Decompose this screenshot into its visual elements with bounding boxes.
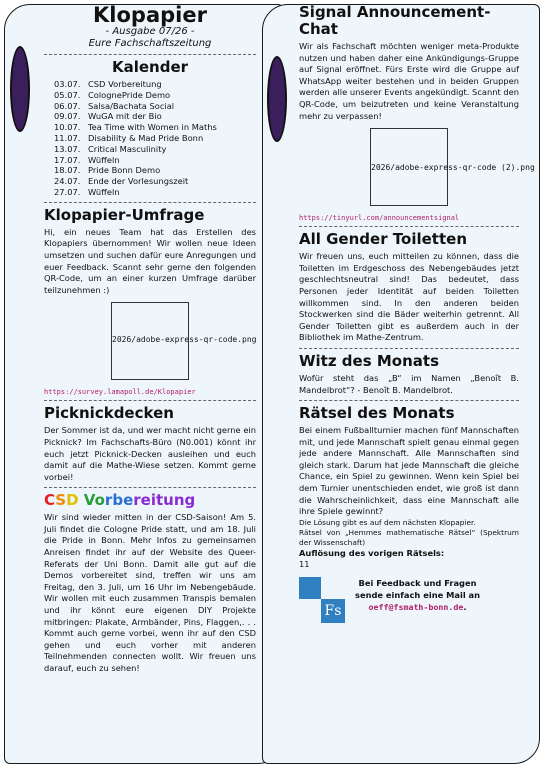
fachschaft-logo <box>299 577 345 623</box>
joke-heading: Witz des Monats <box>299 351 440 370</box>
csd-heading-letter: n <box>173 491 185 510</box>
calendar-row <box>54 90 256 101</box>
survey-qr-code[interactable] <box>111 302 257 380</box>
calendar-event: WuGA mit der Bio <box>88 111 162 122</box>
solution-label: Auflösung des vorigen Rätsels: <box>299 547 445 558</box>
divider <box>44 400 256 401</box>
calendar-row <box>54 187 256 198</box>
calendar-list <box>54 79 256 198</box>
calendar-event: Wüffeln <box>88 154 120 165</box>
newsletter-title: Klopapier <box>93 3 207 27</box>
roll-tube-icon <box>10 46 30 132</box>
calendar-date: 03.07. <box>54 79 81 89</box>
survey-heading: Klopapier-Umfrage <box>44 205 205 224</box>
solution-value: 11 <box>299 559 310 570</box>
riddle-text: Bei einem Fußballturnier machen fünf Mannschaften mit, und jede Mannschaft spielt genau einmal gegen jede andere Mannschaft. Alle Mannschaften sind gleich stark. Darum hat jede Mannschaft die gleiche Chance, ein Spiel zu gewinnen. Wenn kein Spiel bei dem Turnier unentschieden endet, wie groß ist dann die Wahrscheinlichkeit, dass eine Mannschaft alle ihre Spiele gewinnt? <box>299 425 519 517</box>
calendar-date: 06.07. <box>54 100 81 111</box>
divider <box>299 348 519 349</box>
calendar-row <box>54 111 256 122</box>
tagline: Eure Fachschaftszeitung <box>88 38 212 49</box>
csd-heading-letter: V <box>83 491 95 510</box>
toilets-text: Wir freuen uns, euch mitteilen zu können, dass die Toiletten im Erdgeschoss des Nebengebäudes jetzt geschlechtsneutral sind! Das bedeutet, dass Personen jeder Identität auf beiden Toiletten willkommen sind. In den anderen beiden Stockwerken sind die Bäder weiterhin getrennt. All Gender Toiletten gibt es außerdem auch in der Bibliothek im Mathe-Zentrum. <box>299 251 519 343</box>
csd-heading-letter: r <box>133 491 141 510</box>
calendar-date: 11.07. <box>54 132 81 143</box>
csd-heading-letter: S <box>55 491 67 510</box>
calendar-row <box>54 165 256 176</box>
contact-mail-line <box>355 601 480 613</box>
csd-heading-letter: b <box>112 491 124 510</box>
calendar-row <box>54 176 256 187</box>
divider <box>44 202 256 203</box>
survey-text: Hi, ein neues Team hat das Erstellen des Klopapiers übernommen! Wir wollen neue Ideen umsetzen und suchen dafür eure Anregungen und euer Feedback. Scannt sehr gerne den folgenden QR-Code, um an einer kurzen Umfrage darüber teilzunehmen :) <box>44 226 256 295</box>
csd-heading-letter: e <box>140 491 151 510</box>
divider <box>299 400 519 401</box>
riddle-note: Die Lösung gibt es auf dem nächsten Klopapier. <box>299 517 476 527</box>
issue-number: - Ausgabe 07/26 - <box>105 26 195 37</box>
calendar-heading: Kalender <box>111 58 189 76</box>
calendar-date: 10.07. <box>54 122 81 133</box>
riddle-source: Rätsel von „Hemmes mathematische Rätsel“ (Spektrum der Wissenschaft) <box>299 527 519 547</box>
csd-text: Wir sind wieder mitten in der CSD-Saison! Am 5. Juli findet die Cologne Pride statt, und am 18. Juli die Pride in Bonn. Mehr Infos zu gemeinsamen Anreisen findet ihr auf der Website des Queer-Referats der Uni Bonn. Damit alle gut auf die Demos vorbereitet sind, treffen wir uns am Freitag, den 3. Juli, um 16 Uhr im Nebengebäude. Wir wollen mit euch zusammen Transpis bemalen und ihr könnt eure eigenen DIY Projekte mitbringen: Plakate, Armbänder, Pins, Flaggen,. . . Kommt auch gerne vorbei, wenn ihr auf den CSD gehen und euch vorher mit anderen Teilnehmenden connecten wollt. Wir freuen uns darauf, euch zu sehen! <box>44 512 256 674</box>
signal-heading: Signal Announcement-Chat <box>299 3 491 38</box>
calendar-date: 05.07. <box>54 89 81 100</box>
calendar-row <box>54 155 256 166</box>
contact-footer <box>299 577 519 623</box>
roll-tube-icon <box>267 56 287 142</box>
calendar-row <box>54 101 256 112</box>
calendar-date: 09.07. <box>54 111 81 122</box>
calendar-row <box>54 144 256 155</box>
calendar-row <box>54 79 256 90</box>
signal-qr-code[interactable] <box>370 128 535 206</box>
csd-heading-letter: t <box>156 491 164 510</box>
calendar-event: Ende der Vorlesungszeit <box>88 176 189 187</box>
csd-heading-letter: o <box>94 491 105 510</box>
calendar-date: 24.07. <box>54 176 81 187</box>
csd-heading <box>44 492 256 509</box>
calendar-event: Wüffeln <box>88 186 120 197</box>
calendar-event: ColognePride Demo <box>88 89 171 100</box>
picnic-text: Der Sommer ist da, und wer macht nicht gerne ein Picknick? Im Fachschafts-Büro (N0.001) könnt ihr euch jetzt Picknick-Decken ausleihen und euch damit auf die Mathe-Wiese setzen. Kommt gerne vorbei! <box>44 425 256 482</box>
signal-link[interactable]: https://tinyurl.com/announcementsignal <box>299 214 460 223</box>
calendar-date: 13.07. <box>54 143 81 154</box>
csd-heading-letter: u <box>163 491 174 510</box>
csd-heading-letter: r <box>104 491 113 510</box>
calendar-date: 27.07. <box>54 186 81 197</box>
joke-text: Wofür steht das „B“ im Namen „Benoît B. Mandelbrot“? - Benoît B. Mandelbrot. <box>299 372 519 395</box>
calendar-row <box>54 133 256 144</box>
signal-qr-label: 2026/adobe-express-qr-code (2).png <box>371 163 535 173</box>
divider <box>44 487 256 488</box>
csd-heading-letter: D <box>66 491 79 510</box>
calendar-event: Tea Time with Women in Maths <box>88 122 217 133</box>
csd-heading-letter: g <box>184 491 196 510</box>
right-column <box>299 3 535 623</box>
contact-line1: Bei Feedback und Fragen <box>358 578 477 589</box>
picnic-heading: Picknickdecken <box>44 404 174 423</box>
calendar-date: 18.07. <box>54 165 81 176</box>
calendar-event: Salsa/Bachata Social <box>88 100 175 111</box>
divider <box>299 226 519 227</box>
divider <box>44 54 256 55</box>
csd-heading-letter: i <box>150 491 156 510</box>
toilets-heading: All Gender Toiletten <box>299 230 468 249</box>
left-column <box>44 4 256 675</box>
contact-line2: sende einfach eine Mail an <box>355 590 481 601</box>
calendar-event: Disability & Mad Pride Bonn <box>88 132 204 143</box>
contact-period: . <box>463 602 467 613</box>
calendar-event: Pride Bonn Demo <box>88 165 161 176</box>
calendar-date: 17.07. <box>54 154 81 165</box>
csd-heading-letter: C <box>44 491 56 510</box>
contact-text <box>355 577 480 623</box>
survey-link[interactable]: https://survey.lamapoll.de/Klopapier <box>44 388 196 397</box>
csd-heading-letter: e <box>123 491 134 510</box>
survey-qr-label: 2026/adobe-express-qr-code.png <box>112 335 257 345</box>
calendar-event: Critical Masculinity <box>88 143 167 154</box>
logo-text: Fs <box>321 599 345 623</box>
riddle-heading: Rätsel des Monats <box>299 404 455 423</box>
signal-text: Wir als Fachschaft möchten weniger meta-Produkte nutzen und haben daher eine Ankündigungs-Gruppe auf Signal eröffnet. Fürs Erste wird die Gruppe auf WhatsApp weiter bestehen und in beiden Gruppen werden alle unserer Events angekündigt. Scannt den QR-Code, um beizutreten und keine Veranstaltung mehr zu verpassen! <box>299 41 520 121</box>
calendar-event: CSD Vorbereitung <box>88 79 162 89</box>
calendar-row <box>54 122 256 133</box>
contact-email-link[interactable]: oeff@fsmath-bonn.de <box>368 602 464 613</box>
